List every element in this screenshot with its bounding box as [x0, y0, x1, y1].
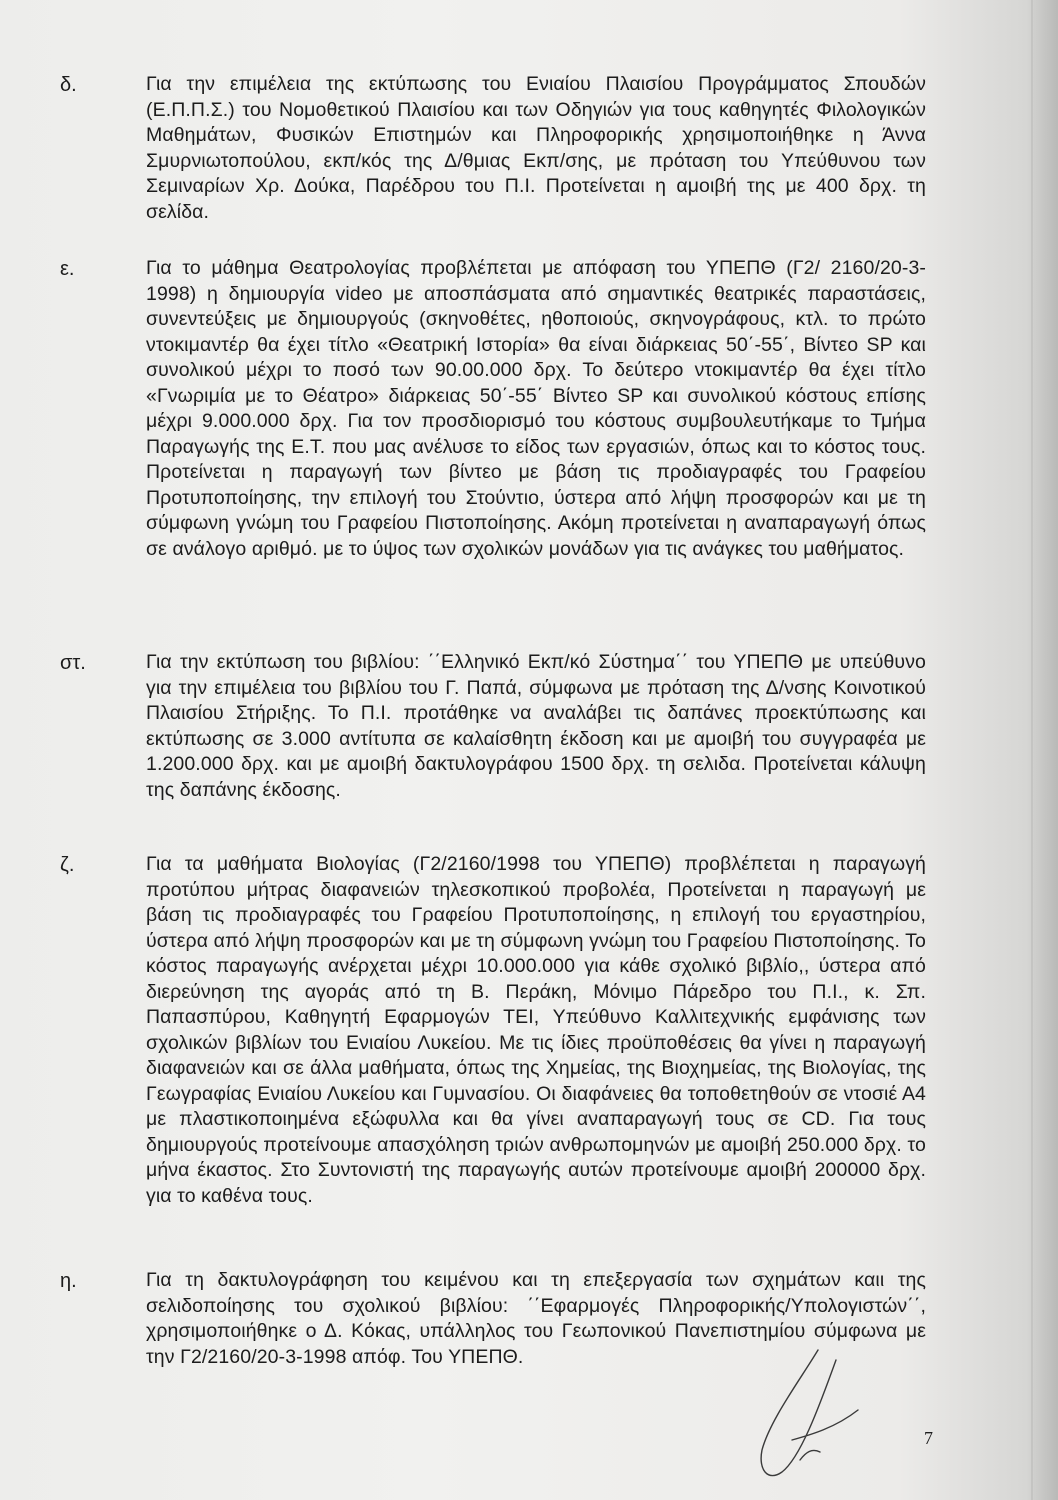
item-paragraph: Για τα μαθήματα Βιολογίας (Γ2/2160/1998 του ΥΠΕΠΘ) προβλέπεται η παραγωγή προτύπου μήτρας διαφανειών τηλεσκοπικού προβολέα, Προτείνεται η παραγωγή με βάση τις προδιαγραφές του Γραφείου Προτυποποίησης, η επιλογή του εργαστηρίου, ύστερα από λήψη προσφορών και με τη σύμφωνη γνώμη του Γραφείου Πιστοποίησης. Το κόστος παραγωγής ανέρχεται μέχρι 10.000.000 για κάθε σχολικό βιβλίο,, ύστερα από διερεύνηση της αγοράς από τη Β. Περάκη, Μόνιμο Πάρεδρο του Π.Ι., κ. Σπ. Παπασπύρου, Καθηγητή Εφαρμογών ΤΕΙ, Υπεύθυνο Καλλιτεχνικής εμφάνισης των σχολικών βιβλίων του Ενιαίου Λυκείου. Με τις ίδιες προϋποθέσεις θα γίνει η παραγωγή διαφανειών και σε άλλα μαθήματα, όπως της Χημείας, της Βιοχημείας, της Βιολογίας, της Γεωγραφίας Ενιαίου Λυκείου και Γυμνασίου. Οι διαφάνειες θα τοποθετηθούν σε ντοσιέ Α4 με πλαστικοποιημένα εξώφυλλα και θα γίνει αναπαραγωγή τους σε CD. Για τους δημιουργούς προτείνουμε απασχόληση τριών ανθρωπομηνών με αμοιβή 250.000 δρχ. το μήνα έκαστος. Στο Συντονιστή της παραγωγής αυτών προτείνουμε αμοιβή 200000 δρχ. για το καθένα τους. [146, 853, 926, 1207]
page-edge-line [1031, 0, 1033, 1500]
item-marker: ε. [60, 258, 75, 280]
page-number: 7 [924, 1428, 933, 1448]
item-paragraph: Για τη δακτυλογράφηση του κειμένου και τη επεξεργασία των σχημάτων καιι της σελιδοποίησης του σχολικού βιβλίου: ΄΄Εφαρμογές Πληροφορικής/Υπολογιστών΄΄, χρησιμοποιήθηκε ο Δ. Κόκας, υπάλληλος του Γεωπονικού Πανεπιστημίου σύμφωνα με την Γ2/2160/20-3-1998 απόφ. Του ΥΠΕΠΘ. [146, 1269, 926, 1368]
signature [740, 1340, 890, 1490]
item-marker: η. [60, 1270, 77, 1292]
item-paragraph: Για το μάθημα Θεατρολογίας προβλέπεται με απόφαση του ΥΠΕΠΘ (Γ2/ 2160/20-3-1998) η δημιουργία video με αποσπάσματα από σημαντικές θεατρικές παραστάσεις, συνεντεύξεις με δημιουργούς (σκηνοθέτες, ηθοποιούς, σκηνογράφους, κτλ. το πρώτο ντοκιμαντέρ θα έχει τίτλο «Θεατρική Ιστορία» θα είναι διάρκειας 50΄-55΄, Βίντεο SP και συνολικού μέχρι το ποσό των 90.00.000 δρχ. Το δεύτερο ντοκιμαντέρ θα έχει τίτλο «Γνωριμία με το Θέατρο» διάρκειας 50΄-55΄ Βίντεο SP και συνολικού κόστους επίσης μέχρι 9.000.000 δρχ. Για τον προσδιορισμό του κόστους συμβουλευτήκαμε το Τμήμα Παραγωγής της Ε.Τ. που μας ανέλυσε το είδος των εργασιών, όπως και το κόστος τους. Προτείνεται η παραγωγή των βίντεο με βάση τις προδιαγραφές του Γραφείου Προτυποποίησης, την επιλογή του Στούντιο, ύστερα από λήψη προσφορών και με τη σύμφωνη γνώμη του Γραφείου Πιστοποίησης. Ακόμη προτείνεται η αναπαραγωγή όπως σε ανάλογο αριθμό. με το ύψος των σχολικών μονάδων για τις ανάγκες του μαθήματος. [146, 257, 926, 560]
item-paragraph: Για την επιμέλεια της εκτύπωσης του Ενιαίου Πλαισίου Προγράμματος Σπουδών (Ε.Π.Π.Σ.) του Νομοθετικού Πλαισίου και των Οδηγιών για τους καθηγητές Φιλολογικών Μαθημάτων, Φυσικών Επιστημών και Πληροφορικής χρησιμοποιήθηκε η Άννα Σμυρνιωτοπούλου, εκπ/κός της Δ/θμιας Εκπ/σης, με πρόταση του Υπεύθυνου των Σεμιναρίων Χρ. Δούκα, Παρέδρου του Π.Ι. Προτείνεται η αμοιβή της με 400 δρχ. τη σελίδα. [146, 73, 926, 223]
item-marker: στ. [60, 652, 86, 674]
item-marker: δ. [60, 74, 77, 96]
page-edge-line [1045, 0, 1047, 1500]
item-marker: ζ. [60, 854, 75, 876]
item-paragraph: Για την εκτύπωση του βιβλίου: ΄΄Ελληνικό Εκπ/κό Σύστημα΄΄ του ΥΠΕΠΘ με υπεύθυνο για την επιμέλεια του βιβλίου του Γ. Παπά, σύμφωνα με πρόταση της Δ/νσης Κοινοτικού Πλαισίου Στήριξης. Το Π.Ι. προτάθηκε να αναλάβει τις δαπάνες προεκτύπωσης και εκτύπωσης σε 3.000 αντίτυπα σε καλαίσθητη έκδοση και με αμοιβή του συγγραφέα με 1.200.000 δρχ. και με αμοιβή δακτυλογράφου 1500 δρχ. τη σελιδα. Προτείνεται κάλυψη της δαπάνης έκδοσης. [146, 651, 926, 801]
